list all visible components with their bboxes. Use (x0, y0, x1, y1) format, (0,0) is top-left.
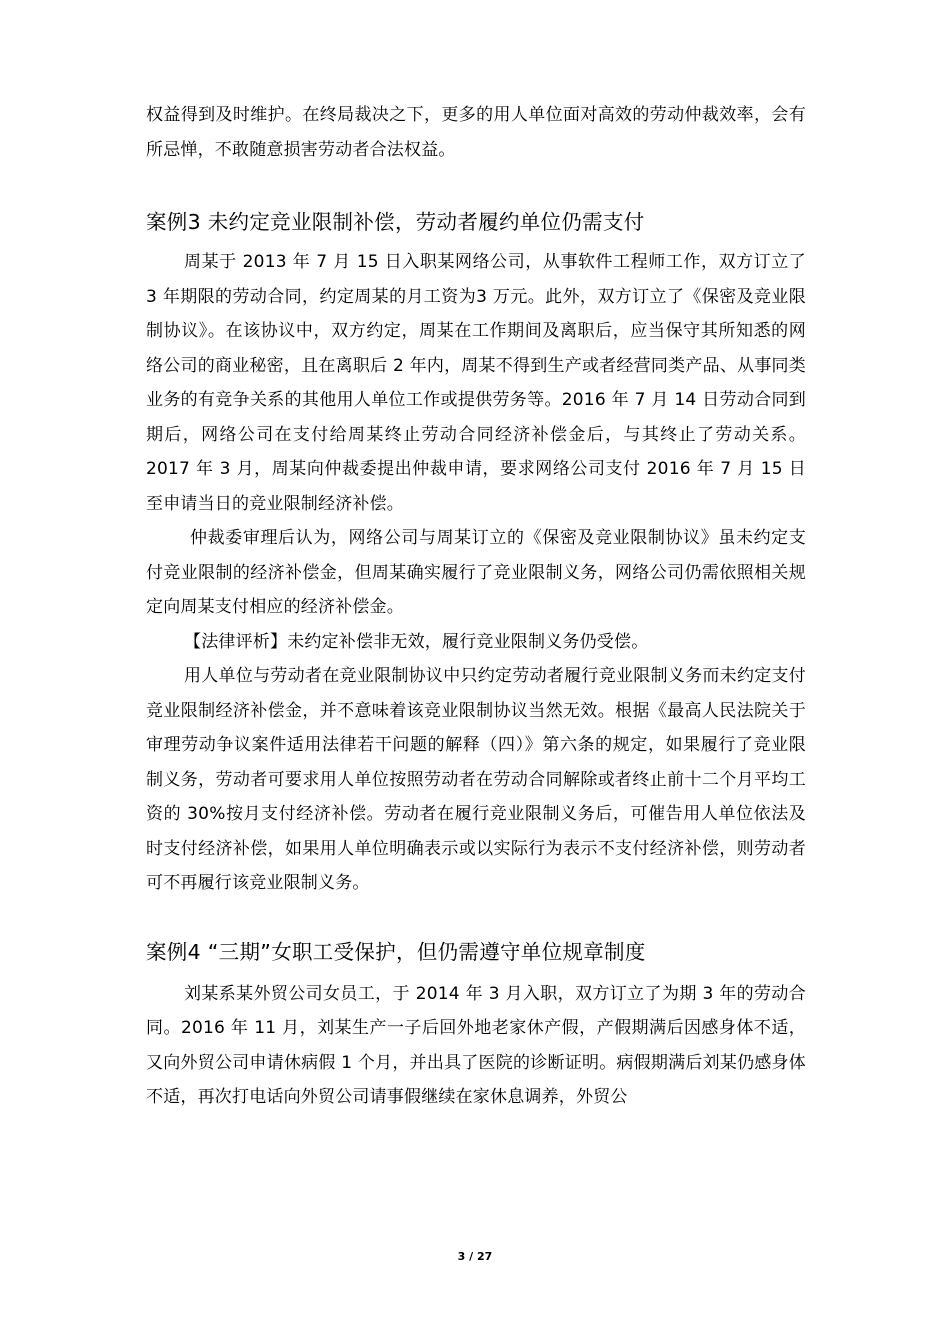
case4-heading: 案例4 “三期”女职工受保护，但仍需遵守单位规章制度 (146, 939, 646, 964)
case3-paragraph-legal-analysis-label: 【法律评析】未约定补偿非无效，履行竞业限制义务仍受偿。 (184, 631, 649, 652)
case4-paragraph-facts: 刘某系某外贸公司女员工，于 2014 年 3 月入职，双方订立了为期 3 年的劳动合同。2016 年 11 月，刘某生产一子后回外地老家休产假，产假期满后因感身体不适，又向外贸公司申请休病假 1 个月，并出具了医院的诊断证明。病假期满后刘某仍感身体不适，再次打电话向外贸公司请事假继续在家休息调养，外贸公 (146, 983, 806, 1107)
intro-paragraph: 权益得到及时维护。在终局裁决之下，更多的用人单位面对高效的劳动仲裁效率，会有所忌惮，不敢随意损害劳动者合法权益。 (146, 105, 806, 160)
page-content (146, 98, 806, 1115)
case3-paragraph-facts: 周某于 2013 年 7 月 15 日入职某网络公司，从事软件工程师工作，双方订立了 3 年期限的劳动合同，约定周某的月工资为3 万元。此外，双方订立了《保密及竞业限制协议》。在该协议中，双方约定，周某在工作期间及离职后，应当保守其所知悉的网络公司的商业秘密，且在离职后 2 年内，周某不得到生产或者经营同类产品、从事同类业务的有竞争关系的其他用人单位工作或提供劳务等。2016 年 7 月 14 日劳动合同到期后，网络公司在支付给周某终止劳动合同经济补偿金后，与其终止了劳动关系。2017 年 3 月，周某向仲裁委提出仲裁申请，要求网络公司支付 2016 年 7 月 15 日至申请当日的竞业限制经济补偿。 (146, 252, 806, 514)
case3-heading: 案例3 未约定竞业限制补偿，劳动者履约单位仍需支付 (146, 210, 645, 234)
case3-paragraph-ruling: 仲裁委审理后认为，网络公司与周某订立的《保密及竞业限制协议》虽未约定支付竞业限制的经济补偿金，但周某确实履行了竞业限制义务，网络公司仍需依照相关规定向周某支付相应的经济补偿金。 (146, 528, 806, 617)
page-number: 3 / 27 (457, 1250, 493, 1263)
case3-paragraph-legal-analysis: 用人单位与劳动者在竞业限制协议中只约定劳动者履行竞业限制义务而未约定支付竞业限制经济补偿金，并不意味着该竞业限制协议当然无效。根据《最高人民法院关于审理劳动争议案件适用法律若干问题的解释（四）》第六条的规定，如果履行了竞业限制义务，劳动者可要求用人单位按照劳动者在劳动合同解除或者终止前十二个月平均工资的 30%按月支付经济补偿。劳动者在履行竞业限制义务后，可催告用人单位依法及时支付经济补偿，如果用人单位明确表示或以实际行为表示不支付经济补偿，则劳动者可不再履行该竞业限制义务。 (146, 666, 806, 893)
